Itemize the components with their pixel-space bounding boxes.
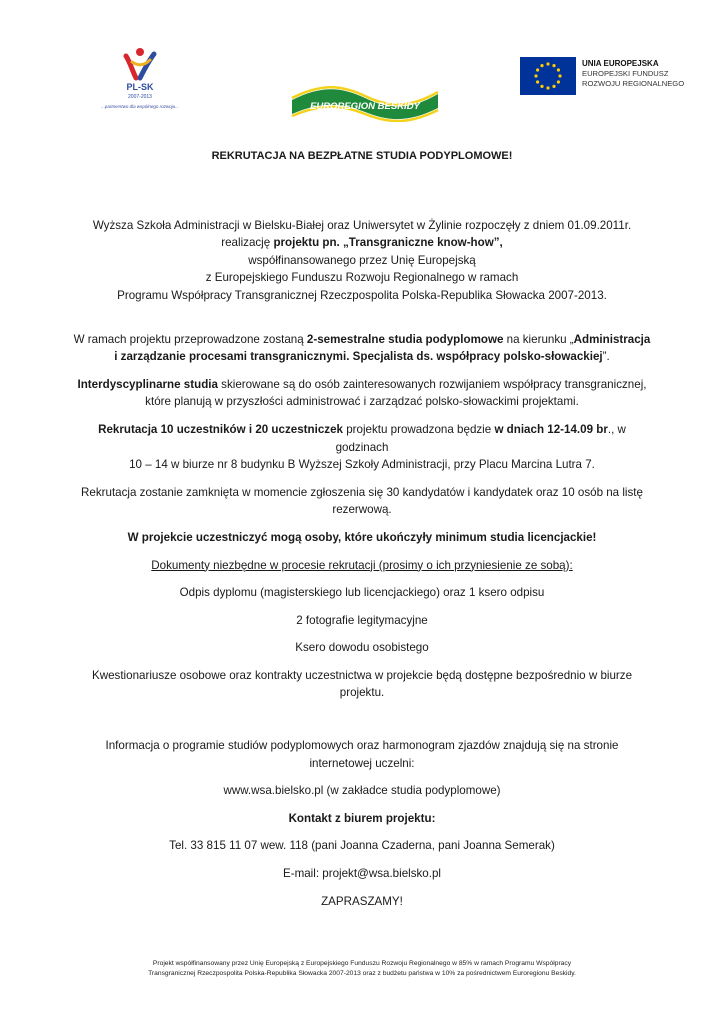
document-item-1: Odpis dyplomu (magisterskiego lub licencjackiego) oraz 1 ksero odpisu <box>179 586 545 600</box>
footer-line1: Projekt współfinansowany przez Unię Europejską z Europejskiego Funduszu Rozwoju Regionalnego w 85% w ramach Programu Współpracy <box>152 960 572 967</box>
euroregion-text: EUROREGION BESKIDY <box>310 101 420 112</box>
website-link[interactable]: www.wsa.bielsko.pl (w zakładce studia podyplomowe) <box>223 784 501 798</box>
interdisciplinary-line2: które planują w przyszłości administrować i zarządzać polsko-słowackimi projektami. <box>145 395 579 409</box>
intro-line2: realizację projektu pn. „Transgraniczne know-how”, <box>221 236 503 250</box>
eu-line3: ROZWOJU REGIONALNEGO <box>582 79 685 88</box>
plsk-figure-icon <box>92 44 188 102</box>
contact-heading: Kontakt z biurem projektu: <box>288 811 436 825</box>
intro-line3: współfinansowanego przez Unię Europejską <box>248 253 476 267</box>
document-title: REKRUTACJA NA BEZPŁATNE STUDIA PODYPLOMOWE! <box>211 150 513 162</box>
invitation: ZAPRASZAMY! <box>321 894 403 908</box>
questionnaires-line2: projektu. <box>339 686 385 700</box>
info-line2: internetowej uczelni: <box>309 756 415 770</box>
project-name: projektu pn. „Transgraniczne know-how”, <box>273 236 503 250</box>
documents-heading: Dokumenty niezbędne w procesie rekrutacji (prosimy o ich przyniesienie ze sobą): <box>151 558 573 572</box>
intro-line1: Wyższa Szkoła Administracji w Bielsku-Białej oraz Uniwersytet w Żylinie rozpoczęły z dniem 01.09.2011r. <box>92 218 632 232</box>
plsk-tagline: ...partnerstwo dla wspólnego rozwoju... <box>101 104 179 109</box>
eligibility-notice: W projekcie uczestniczyć mogą osoby, które ukończyły minimum studia licencjackie! <box>127 530 597 544</box>
email-contact[interactable]: E-mail: projekt@wsa.bielsko.pl <box>282 867 442 881</box>
document-item-2: 2 fotografie legitymacyjne <box>296 613 428 627</box>
euroregion-beskidy-logo <box>290 82 440 122</box>
recruitment-line1: Rekrutacja 10 uczestników i 20 uczestniczek projektu prowadzona będzie w dniach 12-14.09 br., w godzinach <box>98 422 626 454</box>
eu-logo <box>520 57 690 97</box>
footer-note <box>82 959 642 979</box>
plsk-label: PL-SK <box>126 82 154 92</box>
interdisciplinary-line1: Interdyscyplinarne studia skierowane są do osób zainteresowanych rozwijaniem współpracy transgranicznej, <box>77 377 647 391</box>
eu-flag-icon <box>520 57 576 95</box>
intro-line5: Programu Współpracy Transgranicznej Rzeczpospolita Polska-Republika Słowacka 2007-2013. <box>117 288 607 302</box>
eu-line1: UNIA EUROPEJSKA <box>582 59 659 68</box>
closing-line2: rezerwową. <box>332 503 392 517</box>
document-item-3: Ksero dowodu osobistego <box>295 641 429 655</box>
plsk-years: 2007-2013 <box>128 94 152 100</box>
plsk-logo <box>92 44 188 114</box>
studies-line1: W ramach projektu przeprowadzone zostaną 2-semestralne studia podyplomowe na kierunku „Administracja <box>73 332 651 346</box>
studies-line2: i zarządzanie procesami transgranicznymi. Specjalista ds. współpracy polsko-słowackiej”. <box>114 350 610 364</box>
footer-line2: Transgranicznej Rzeczpospolita Polska-Republika Słowacka 2007-2013 oraz z budżetu państwa w 10% za pośrednictwem Euroregionu Beskidy. <box>148 970 576 977</box>
phone-contact: Tel. 33 815 11 07 wew. 118 (pani Joanna Czaderna, pani Joanna Semerak) <box>169 839 555 853</box>
recruitment-line2: 10 – 14 w biurze nr 8 budynku B Wyższej Szkoły Administracji, przy Placu Marcina Lutra 7. <box>129 458 595 472</box>
closing-line1: Rekrutacja zostanie zamknięta w momencie zgłoszenia się 30 kandydatów i kandydatek oraz 10 osób na listę <box>81 485 643 499</box>
intro-line4: z Europejskiego Funduszu Rozwoju Regionalnego w ramach <box>205 271 519 285</box>
info-line1: Informacja o programie studiów podyplomowych oraz harmonogram zjazdów znajdują się na stronie <box>105 739 619 753</box>
document-body <box>72 148 652 910</box>
questionnaires-line1: Kwestionariusze osobowe oraz kontrakty uczestnictwa w projekcie będą dostępne bezpośrednio w biurze <box>91 668 633 682</box>
eu-logo-text <box>582 59 692 89</box>
eu-line2: EUROPEJSKI FUNDUSZ <box>582 69 669 78</box>
